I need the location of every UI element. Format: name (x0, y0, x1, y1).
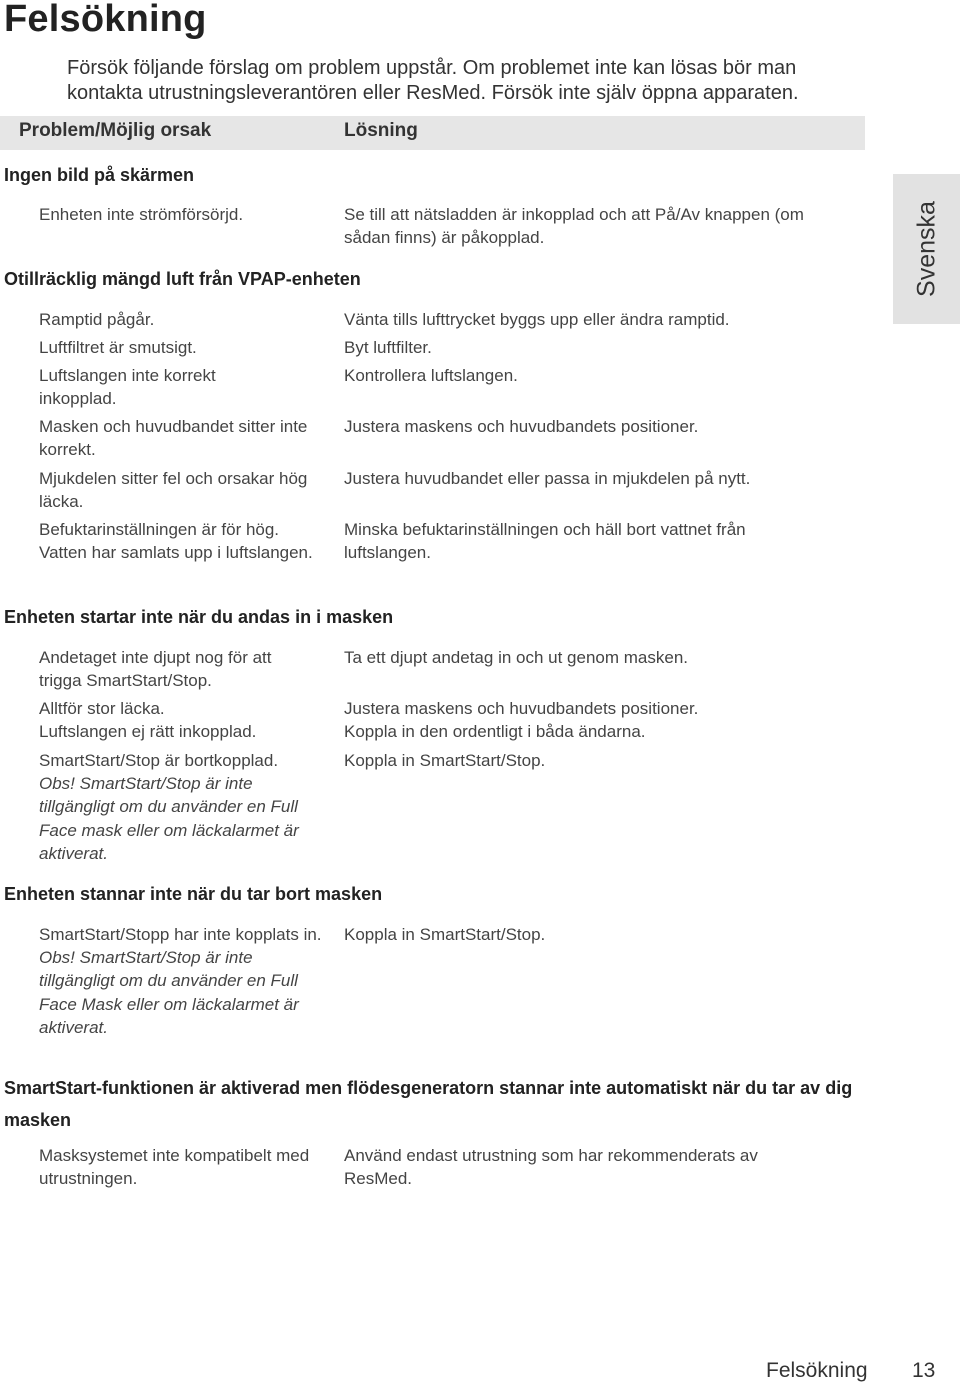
cause-cell: Ramptid pågår. (39, 310, 155, 329)
page-number: 13 (912, 1359, 936, 1382)
cause-cell: Enheten inte strömförsörjd. (39, 205, 244, 224)
cause-cell: Luftslangen ej rätt inkopplad. (39, 722, 257, 741)
solution-cell: Minska befuktarinställningen och häll bort vattnet från luftslangen. (344, 520, 746, 563)
note-text: Obs! SmartStart/Stop är inte tillgängligt om du använder en Full Face mask eller om läckalarmet är aktiverat. (39, 774, 299, 863)
solution-cell: Koppla in den ordentligt i båda ändarna. (344, 722, 646, 741)
cause-text: SmartStart/Stopp har inte kopplats in. (39, 925, 322, 944)
language-tab-label: Svenska (912, 201, 940, 297)
solution-cell: Ta ett djupt andetag in och ut genom masken. (344, 648, 689, 667)
section-title: Ingen bild på skärmen (4, 165, 195, 185)
footer-label: Felsökning (766, 1359, 868, 1382)
intro-text: Försök följande förslag om problem uppstår. Om problemet inte kan lösas bör man kontakta utrustningsleverantören eller ResMed. Försök inte själv öppna apparaten. (67, 57, 799, 104)
solution-cell: Justera huvudbandet eller passa in mjukdelen på nytt. (344, 469, 751, 488)
cause-cell: Mjukdelen sitter fel och orsakar hög läcka. (39, 469, 308, 512)
section-title: Enheten startar inte när du andas in i masken (4, 607, 394, 627)
section-title: SmartStart-funktionen är aktiverad men flödesgeneratorn stannar inte automatiskt när du tar av dig masken (4, 1078, 853, 1130)
solution-cell: Koppla in SmartStart/Stop. (344, 925, 546, 944)
solution-cell: Koppla in SmartStart/Stop. (344, 751, 546, 770)
section-title: Enheten stannar inte när du tar bort masken (4, 884, 383, 904)
cause-cell: Alltför stor läcka. (39, 699, 165, 718)
cause-cell: Luftslangen inte korrekt inkopplad. (39, 366, 216, 409)
cause-cell (39, 923, 324, 1039)
section-title: Otillräcklig mängd luft från VPAP-enheten (4, 269, 361, 289)
header-cause: Problem/Möjlig orsak (19, 120, 212, 141)
cause-cell: Luftfiltret är smutsigt. (39, 338, 197, 357)
solution-cell: Använd endast utrustning som har rekommenderats av ResMed. (344, 1146, 758, 1189)
solution-cell: Justera maskens och huvudbandets positioner. (344, 699, 699, 718)
cause-cell: Befuktarinställningen är för hög. Vatten har samlats upp i luftslangen. (39, 520, 313, 563)
solution-cell: Byt luftfilter. (344, 338, 432, 357)
cause-cell (39, 749, 324, 865)
solution-cell: Kontrollera luftslangen. (344, 366, 518, 385)
note-text: Obs! SmartStart/Stop är inte tillgängligt om du använder en Full Face Mask eller om läckalarmet är aktiverat. (39, 948, 299, 1037)
solution-cell: Justera maskens och huvudbandets positioner. (344, 417, 699, 436)
solution-cell: Vänta tills lufttrycket byggs upp eller ändra ramptid. (344, 310, 730, 329)
page-title: Felsökning (4, 0, 207, 40)
cause-cell: Masksystemet inte kompatibelt med utrustningen. (39, 1146, 310, 1189)
cause-text: SmartStart/Stop är bortkopplad. (39, 751, 279, 770)
solution-cell: Se till att nätsladden är inkopplad och att På/Av knappen (om sådan finns) är påkopplad. (344, 205, 804, 248)
cause-cell: Andetaget inte djupt nog för att trigga SmartStart/Stop. (39, 648, 272, 691)
cause-cell: Masken och huvudbandet sitter inte korrekt. (39, 417, 308, 460)
language-tab (893, 174, 960, 324)
header-solution: Lösning (344, 120, 418, 141)
